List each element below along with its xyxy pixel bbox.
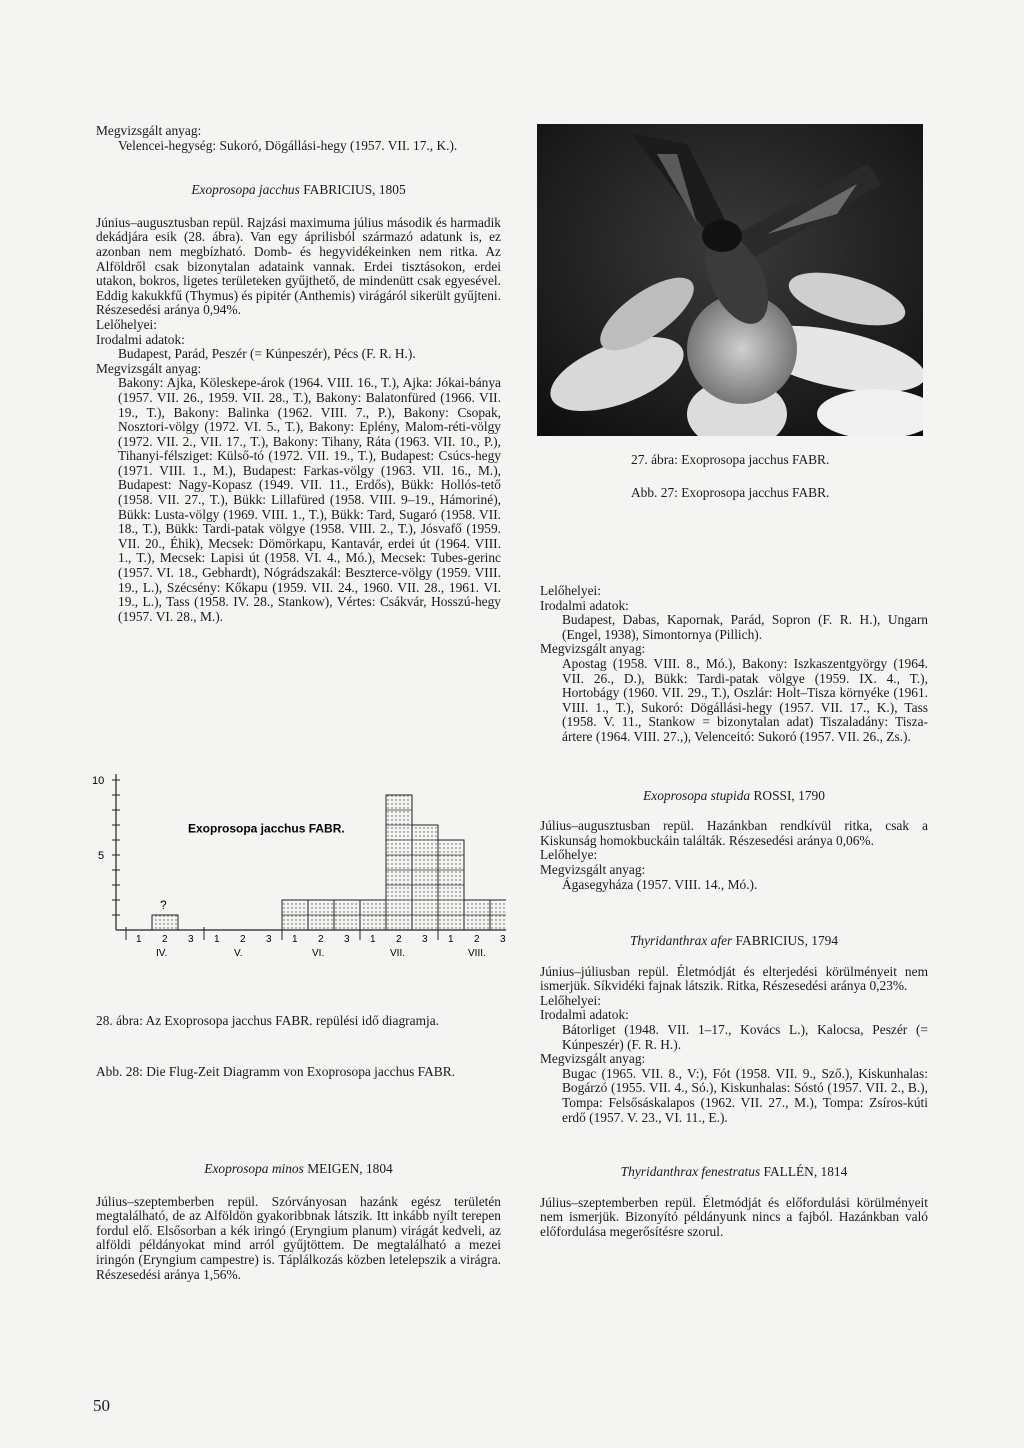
month-label: VI. [312, 948, 325, 959]
y-tick-label: 5 [98, 850, 105, 862]
species-description: Június–júliusban repül. Életmódját és elterjedési körülményeit nem ismerjük. Síkvidéki fajnak látszik. Ritka, Részesedési aránya 0,23%. [540, 963, 928, 994]
x-tick-label: 1 [448, 934, 454, 945]
x-tick-label: 2 [474, 934, 480, 945]
species-heading-fenestratus [540, 1165, 928, 1180]
x-tick-label: 3 [500, 934, 506, 945]
localities-label: Lelőhelyei: [540, 992, 601, 1008]
locality-label: Lelőhelye: [540, 847, 598, 863]
material-label: Megvizsgált anyag: [540, 1051, 646, 1067]
x-tick-label: 3 [422, 934, 428, 945]
species-description: Július–szeptemberben repül. Életmódját és előfordulási körülményeit nem ismerjük. Bizonyító példányunk nincs a fajból. Hazánkban való előfordulása megerősítésre szorul. [540, 1194, 928, 1239]
fig28-caption-hu: 28. ábra: Az Exoprosopa jacchus FABR. repülési idő diagramja. [96, 1013, 439, 1028]
species-author: FABRICIUS, 1794 [735, 933, 839, 949]
literature-label: Irodalmi adatok: [96, 331, 185, 347]
material-label: Megvizsgált anyag: [540, 641, 646, 657]
intro-text: Velencei-hegység: Sukoró, Dögállási-hegy (1957. VII. 17., K.). [118, 137, 458, 153]
x-tick-label: 2 [318, 934, 324, 945]
x-tick-label: 1 [370, 934, 376, 945]
month-label: V. [234, 948, 243, 959]
species-author: MEIGEN, 1804 [307, 1161, 393, 1176]
fig28-caption-de: Abb. 28: Die Flug-Zeit Diagramm von Exoprosopa jacchus FABR. [96, 1064, 456, 1079]
literature-text: Budapest, Parád, Peszér (= Kúnpeszér), Pécs (F. R. H.). [118, 346, 416, 362]
literature-text: Budapest, Dabas, Kapornak, Parád, Sopron (F. R. H.), Ungarn (Engel, 1938), Simontornya (Pillich). [562, 612, 928, 642]
x-tick-label: 3 [344, 934, 350, 945]
x-tick-label: 3 [266, 934, 272, 945]
literature-text: Bátorliget (1948. VII. 1–17., Kovács L.), Kalocsa, Peszér (= Kúnpeszér) (F. R. H.). [562, 1022, 928, 1052]
species-description: Július–szeptemberben repül. Szórványosan hazánk egész területén megtalálható, de az Alföldön gyakoribbnak látszik. Itt inkább nyílt terepen fordul elő. Elsősorban a kék iringó (Eryngium planum) virágát kedveli, az alföldi példányokat mind arról gyűjtöttem. De megtalálható a mezei iringón (Eryngium campestre) is. Táplálkozás közben letelepszik a virágra. Részesedési aránya 1,56%. [96, 1193, 501, 1282]
species-heading-jacchus [96, 183, 501, 198]
species-name: Exoprosopa jacchus [191, 182, 300, 198]
x-tick-label: 2 [396, 934, 402, 945]
species-heading-afer [540, 934, 928, 949]
left-column-top [96, 124, 501, 624]
localities-label: Lelőhelyei: [540, 583, 601, 598]
literature-label: Irodalmi adatok: [540, 1007, 629, 1023]
species-name: Exoprosopa stupida [643, 787, 751, 803]
bar [152, 915, 178, 930]
species-heading-stupida [540, 789, 928, 804]
month-label: VII. [390, 948, 406, 959]
page-number: 50 [93, 1396, 110, 1415]
bar [386, 795, 412, 930]
right-column [540, 584, 928, 1240]
photo-exoprosopa-jacchus [537, 124, 923, 436]
material-text: Apostag (1958. VIII. 8., Mó.), Bakony: Iszkaszentgyörgy (1964. VII. 26., D.), Bükk: Tardi-patak völgye (1959. IX. 4., T.), Hortobágy (1960. VII. 29., T.), Oszlár: Holt–Tisza környéke (1961. VIII. 1., T.), Sukoró: Dögállási-hegy (1957. VII. 17., K.), Tass (1958. V. 11., Stankow = bizonytalan adat) Tiszaladány: Tisza-ártere (1964. VIII. 27.,), Velenceitó: Sukoró (1957. VII. 26., Zs.). [562, 655, 928, 744]
material-label: Megvizsgált anyag: [96, 360, 202, 376]
species-author: FABRICIUS, 1805 [303, 182, 406, 198]
fig27-caption-hu: 27. ábra: Exoprosopa jacchus FABR. [631, 452, 830, 467]
x-tick-label: 1 [136, 934, 142, 945]
species-name: Thyridanthrax afer [629, 933, 733, 949]
fig27-caption-de: Abb. 27: Exoprosopa jacchus FABR. [631, 485, 830, 500]
x-tick-label: 2 [162, 934, 168, 945]
month-label: VIII. [468, 948, 486, 959]
species-name: Thyridanthrax fenestratus [620, 1164, 761, 1180]
species-author: ROSSI, 1790 [753, 787, 825, 803]
species-description: Június–augusztusban repül. Rajzási maximuma július második és harmadik dekádjára esik (28. ábra). Van egy áprilisból származó adatunk is, ez azonban nem megbízható. Domb- és hegyvidékeinken nem ritka. Az Alföldről csak bizonytalan adataink vannak. Erdei tisztásokon, erdei utakon, bokros, ligetes területeken gyűjthető, de mindenütt csak egyesével. Eddig kakukkfű (Thymus) és pipitér (Anthemis) virágáról sikerült gyűjteni. Részesedési aránya 0,94%. [96, 214, 501, 318]
chart-title: Exoprosopa jacchus FABR. [188, 821, 345, 836]
x-tick-label: 2 [240, 934, 246, 945]
fly-on-flower-image [537, 124, 923, 436]
chart-layer [92, 774, 506, 959]
material-text: Bugac (1965. VII. 8., V:), Fót (1958. VII. 9., Sző.), Kiskunhalas: Bogárzó (1955. VII. 4., Só.), Kiskunhalas: Sóstó (1957. VII. 2., B.), Tompa: Felsősáskalapos (1962. VII. 27., M.), Tompa: Zsíros-kúti erdő (1957. V. 23., VI. 11., E.). [562, 1065, 928, 1125]
species-name: Exoprosopa minos [204, 1161, 304, 1176]
left-column-bottom [96, 1162, 501, 1282]
species-author: FALLÉN, 1814 [763, 1164, 848, 1180]
x-tick-label: 3 [188, 934, 194, 945]
month-label: IV. [156, 948, 168, 959]
flight-time-chart [86, 770, 506, 970]
species-heading-minos [96, 1162, 501, 1177]
intro-label: Megvizsgált anyag: [96, 123, 202, 138]
x-tick-label: 1 [292, 934, 298, 945]
literature-label: Irodalmi adatok: [540, 597, 629, 613]
species-description: Július–augusztusban repül. Hazánkban rendkívül ritka, csak a Kiskunság homokbuckáin találták. Részesedési aránya 0,06%. [540, 818, 928, 848]
localities-label: Lelőhelyei: [96, 316, 157, 332]
x-tick-label: 1 [214, 934, 220, 945]
material-label: Megvizsgált anyag: [540, 861, 646, 877]
material-text: Ágasegyháza (1957. VIII. 14., Mó.). [562, 876, 758, 892]
material-text: Bakony: Ajka, Köleskepe-árok (1964. VIII. 16., T.), Ajka: Jókai-bánya (1957. VII. 26., 1959. VII. 28., T.), Bakony: Balatonfüred (1966. VII. 19., T.), Bakony: Balinka (1962. VIII. 7., P.), Bakony: Csopak, Nosztori-völgy (1972. VI. 5., T.), Bakony: Eplény, Malom-réti-völgy (1972. VII. 2., VII. 17., T.), Bakony: Tihany, Ráta (1963. VII. 10., P.), Tihanyi-félsziget: Külső-tó (1972. VII. 19., T.), Budapest: Csúcs-hegy (1971. VIII. 1., M.), Budapest: Farkas-völgy (1963. VII. 16., M.), Budapest: Nagy-Kopasz (1949. VII. 11., Erdős), Bükk: Hollós-tető (1958. VII. 27., T.), Bükk: Lillafüred (1958. VIII. 9–19., Hámoriné), Bükk: Lusta-völgy (1969. VIII. 1., T.), Bükk: Tard, Sugaró (1958. VII. 18., T.), Bükk: Tardi-patak völgye (1958. VIII. 2., T.), Jósvafő (1959. VII. 20., Éhik), Mecsek: Dömörkapu, Kantavár, erdei út (1964. VIII. 1., T.), Mecsek: Lapisi út (1958. VI. 4., Mó.), Mecsek: Tubes-gerinc (1957. VI. 18., Gebhardt), Nógrádszakál: Beszterce-völgy (1959. VIII. 19., L.), Szécsény: Kőkapu (1959. VII. 24., 1960. VII. 28., 1961. VI. 19., L.), Tass (1958. IV. 28., Stankow), Vértes: Csákvár, Hosszú-hegy (1957. VI. 28., M.). [118, 375, 501, 624]
y-tick-label: 10 [92, 775, 105, 787]
bar [412, 825, 438, 930]
annotation-question: ? [160, 898, 167, 912]
